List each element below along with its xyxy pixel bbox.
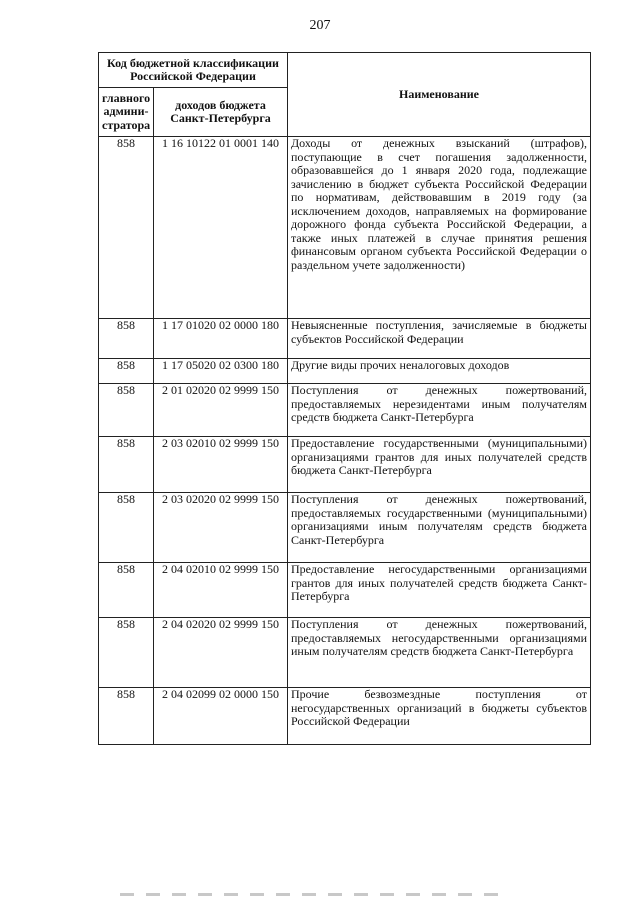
admin-code-cell: 858 [99,563,154,618]
name-cell: Прочие безвозмездные поступления от негосударственных организаций в бюджеты субъектов Российской Федерации [288,688,591,745]
table-row [99,359,591,384]
admin-code-cell: 858 [99,618,154,688]
name-cell: Предоставление государственными (муниципальными) организациями грантов для иных получателей средств бюджета Санкт-Петербурга [288,437,591,493]
admin-code-cell: 858 [99,493,154,563]
budget-classification-table [98,52,591,745]
admin-code-cell: 858 [99,137,154,319]
name-cell: Доходы от денежных взысканий (штрафов), поступающие в счет погашения задолженности, образовавшейся до 1 января 2020 года, подлежащие зачислению в бюджет субъекта Российской Федерации по нормативам, действовавшим в 2019 году (за исключением доходов, направляемых на формирование дорожного фонда субъекта Российской Федерации, а также иных платежей в случае принятия решения финансовым органом субъекта Российской Федерации о раздельном учете задолженности) [288,137,591,319]
income-code-cell: 1 17 05020 02 0300 180 [154,359,288,384]
table-row [99,688,591,745]
admin-code-cell: 858 [99,359,154,384]
table-row [99,563,591,618]
income-code-cell: 2 04 02099 02 0000 150 [154,688,288,745]
header-name: Наименование [288,53,591,137]
table-row [99,618,591,688]
name-cell: Другие виды прочих неналоговых доходов [288,359,591,384]
admin-code-cell: 858 [99,688,154,745]
table-row [99,493,591,563]
income-code-cell: 1 17 01020 02 0000 180 [154,319,288,359]
header-main-administrator: главного админи-стратора [99,88,154,137]
income-code-cell: 2 01 02020 02 9999 150 [154,384,288,437]
name-cell: Предоставление негосударственными организациями грантов для иных получателей средств бюджета Санкт-Петербурга [288,563,591,618]
admin-code-cell: 858 [99,437,154,493]
income-code-cell: 2 03 02010 02 9999 150 [154,437,288,493]
name-cell: Поступления от денежных пожертвований, предоставляемых негосударственными организациями иным получателям средств бюджета Санкт-Петербурга [288,618,591,688]
admin-code-cell: 858 [99,319,154,359]
header-budget-income: доходов бюджета Санкт-Петербурга [154,88,288,137]
name-cell: Поступления от денежных пожертвований, предоставляемых нерезидентами иным получателям средств бюджета Санкт-Петербурга [288,384,591,437]
table-row [99,137,591,319]
name-cell: Невыясненные поступления, зачисляемые в бюджеты субъектов Российской Федерации [288,319,591,359]
income-code-cell: 1 16 10122 01 0001 140 [154,137,288,319]
table-row [99,437,591,493]
page-number: 207 [309,18,331,33]
name-cell: Поступления от денежных пожертвований, предоставляемых государственными (муниципальными) организациями иным получателям средств бюджета Санкт-Петербурга [288,493,591,563]
income-code-cell: 2 03 02020 02 9999 150 [154,493,288,563]
scan-footer-artifact [120,893,500,896]
table-row [99,319,591,359]
income-code-cell: 2 04 02020 02 9999 150 [154,618,288,688]
table-row [99,384,591,437]
admin-code-cell: 858 [99,384,154,437]
header-classification-code: Код бюджетной классификации Российской Федерации [99,53,288,88]
income-code-cell: 2 04 02010 02 9999 150 [154,563,288,618]
